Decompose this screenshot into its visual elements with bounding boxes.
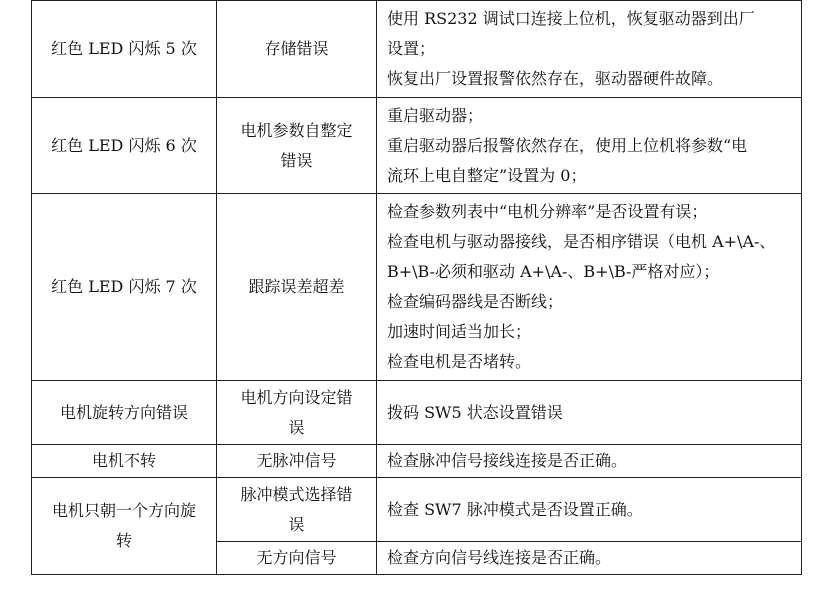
solution-line: 重启驱动器； bbox=[387, 105, 484, 125]
table-row bbox=[32, 478, 802, 542]
symptom-cell: 红色 LED 闪烁 7 次 bbox=[32, 194, 217, 381]
solution-line: 检查 SW7 脉冲模式是否设置正确。 bbox=[387, 499, 643, 519]
solution-cell bbox=[377, 194, 802, 381]
table-row bbox=[32, 194, 802, 381]
table-row bbox=[32, 1, 802, 98]
solution-line: B+\B-必须和驱动 A+\A-、B+\B-严格对应）； bbox=[387, 262, 720, 281]
cause-line: 误 bbox=[288, 514, 305, 534]
cause-line: 误 bbox=[288, 417, 305, 437]
symptom-cell: 红色 LED 闪烁 6 次 bbox=[32, 98, 217, 194]
symptom-line: 电机只朝一个方向旋 bbox=[51, 501, 196, 520]
solution-line: 恢复出厂设置报警依然存在，驱动器硬件故障。 bbox=[387, 69, 724, 88]
solution-cell bbox=[377, 445, 802, 478]
cause-cell: 无方向信号 bbox=[217, 542, 377, 575]
solution-line: 拨码 SW5 状态设置错误 bbox=[387, 402, 563, 422]
solution-line: 设置； bbox=[387, 39, 436, 58]
table-row bbox=[32, 98, 802, 194]
solution-cell bbox=[377, 478, 802, 542]
solution-cell bbox=[377, 1, 802, 98]
table-row bbox=[32, 445, 802, 478]
solution-line: 检查编码器线是否断线； bbox=[387, 292, 564, 311]
symptom-cell: 电机不转 bbox=[32, 445, 217, 478]
solution-cell bbox=[377, 381, 802, 445]
cause-cell bbox=[217, 381, 377, 445]
solution-line: 检查参数列表中“电机分辨率”是否设置有误； bbox=[387, 202, 708, 221]
cause-cell bbox=[217, 478, 377, 542]
symptom-cell bbox=[32, 478, 217, 575]
solution-line: 检查电机与驱动器接线，是否相序错误（电机 A+\A-、 bbox=[387, 232, 776, 251]
cause-line: 电机参数自整定 bbox=[240, 120, 353, 140]
solution-cell bbox=[377, 542, 802, 575]
solution-line: 检查电机是否堵转。 bbox=[387, 352, 532, 371]
cause-line: 错误 bbox=[280, 150, 313, 170]
cause-cell: 跟踪误差超差 bbox=[217, 194, 377, 381]
solution-line: 使用 RS232 调试口连接上位机，恢复驱动器到出厂 bbox=[387, 9, 755, 28]
table-row bbox=[32, 381, 802, 445]
cause-line: 电机方向设定错 bbox=[240, 387, 353, 407]
fault-table bbox=[31, 0, 802, 575]
cause-cell: 存储错误 bbox=[217, 1, 377, 98]
cause-cell bbox=[217, 98, 377, 194]
cause-line: 脉冲模式选择错 bbox=[240, 484, 353, 504]
solution-line: 检查方向信号线连接是否正确。 bbox=[387, 548, 612, 567]
solution-line: 重启驱动器后报警依然存在，使用上位机将参数“电 bbox=[387, 135, 748, 155]
solution-line: 加速时间适当加长； bbox=[387, 322, 532, 341]
solution-line: 检查脉冲信号接线连接是否正确。 bbox=[387, 451, 628, 470]
symptom-line: 转 bbox=[115, 531, 132, 550]
cause-cell: 无脉冲信号 bbox=[217, 445, 377, 478]
solution-line: 流环上电自整定”设置为 0； bbox=[387, 165, 587, 185]
symptom-cell: 红色 LED 闪烁 5 次 bbox=[32, 1, 217, 98]
symptom-cell: 电机旋转方向错误 bbox=[32, 381, 217, 445]
solution-cell bbox=[377, 98, 802, 194]
